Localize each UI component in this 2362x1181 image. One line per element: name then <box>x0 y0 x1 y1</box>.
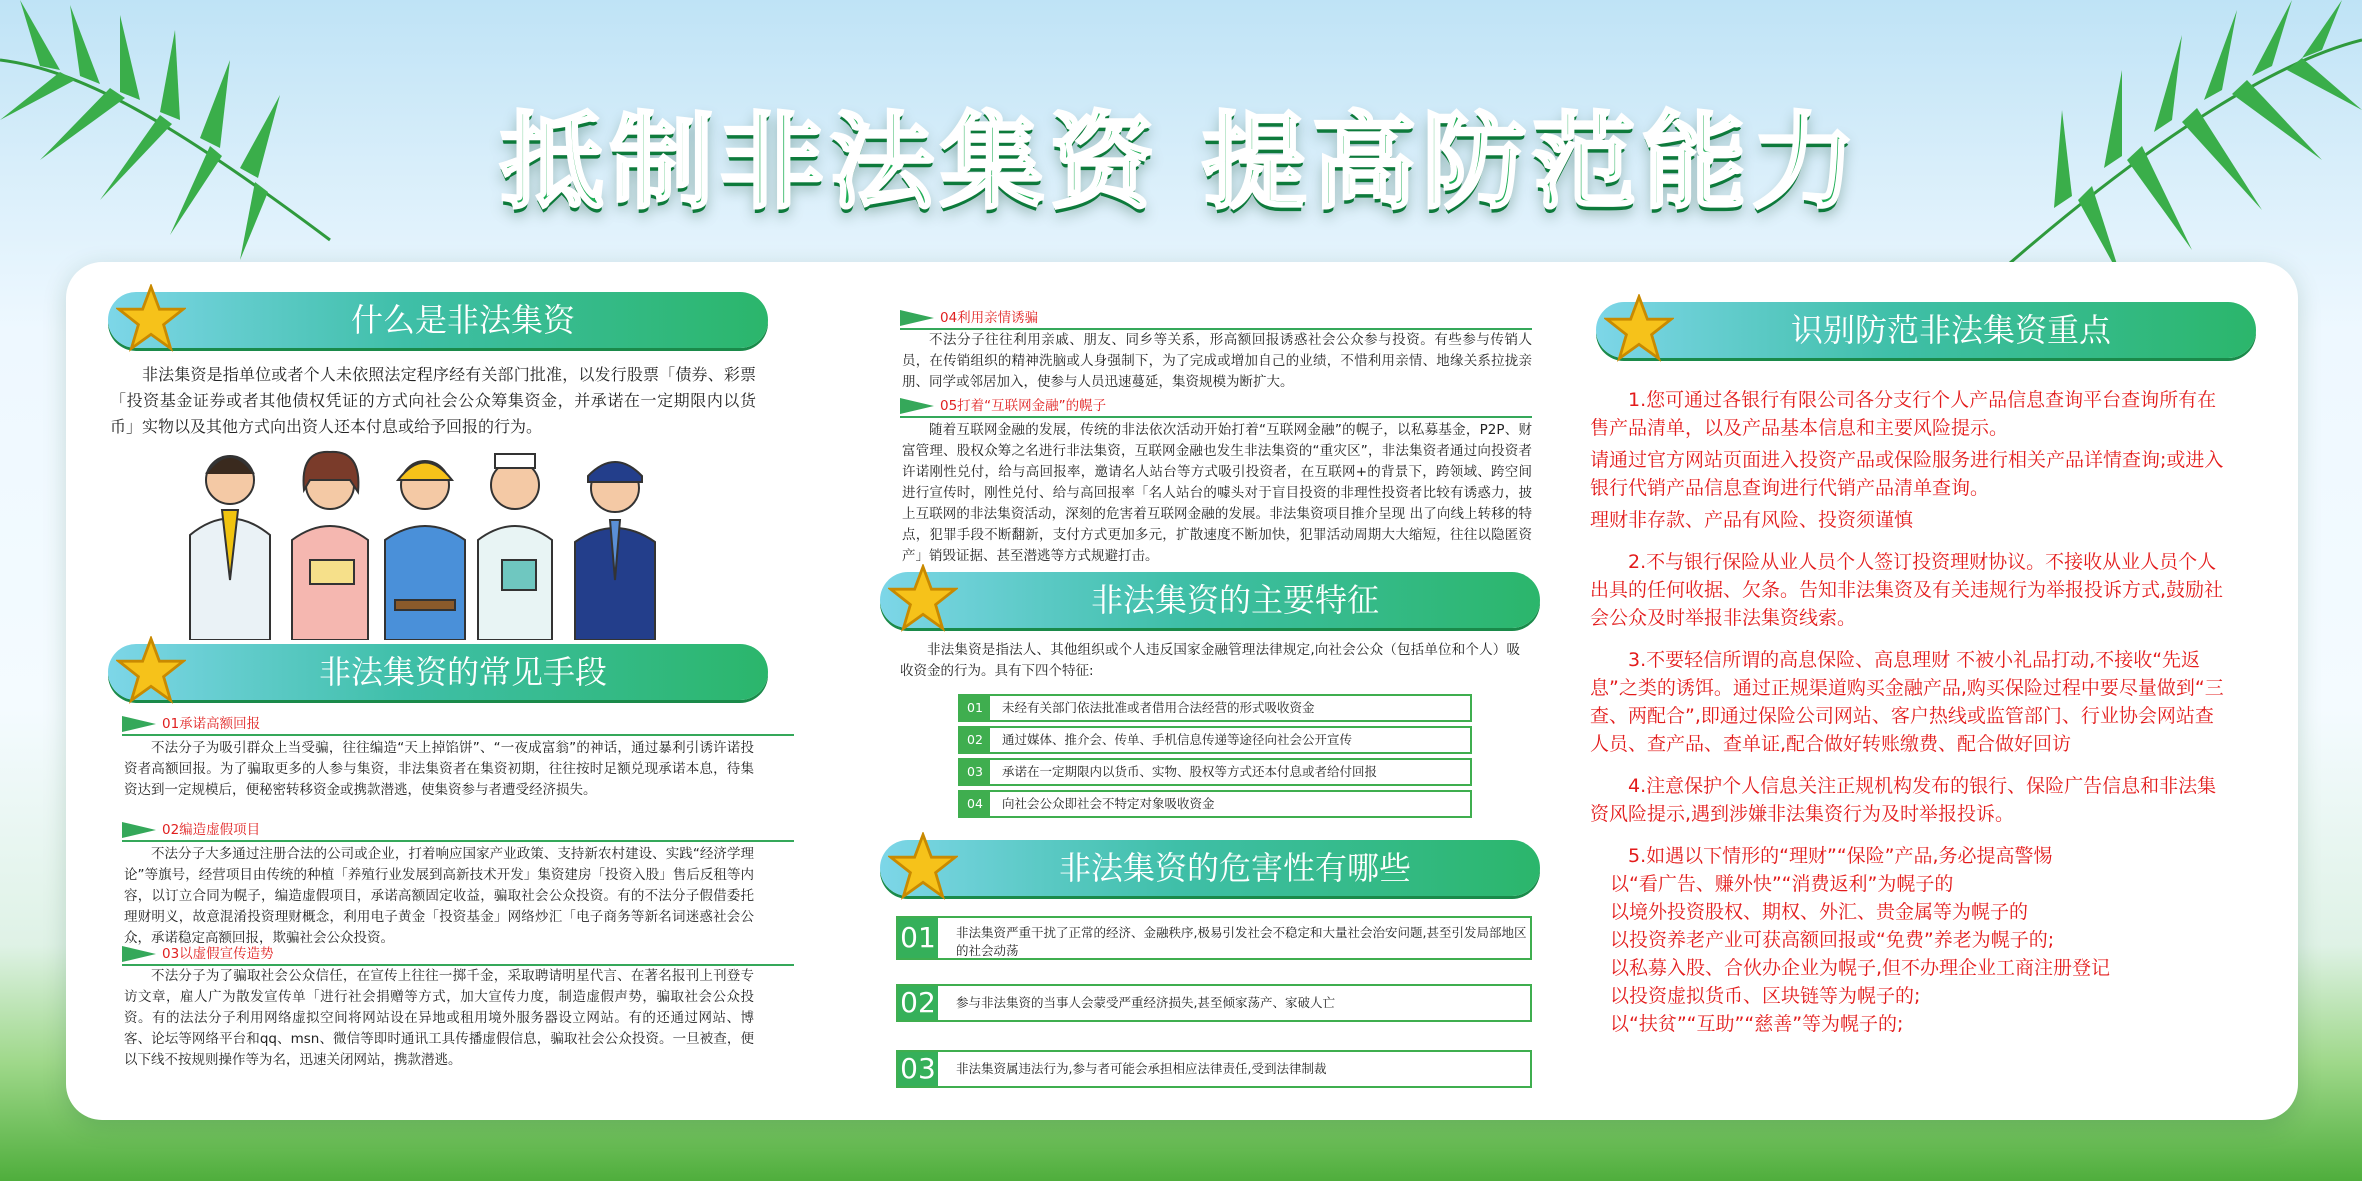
harm-item <box>896 1050 1532 1088</box>
star-icon <box>116 636 186 706</box>
means-body-4: 不法分子往往利用亲戚、朋友、同乡等关系，形高额回报诱惑社会公众参与投资。有些参与传销人员，在传销组织的精神洗脑或人身强制下，为了完成或增加自己的业绩，不惜利用亲情、地缘关系拉拢亲朋、同学或邻居加入，使参与人员迅速蔓延，集资规模为断扩大。 <box>902 332 1532 390</box>
means-label-1: 01承诺高额回报 <box>122 714 794 736</box>
section-header-means <box>108 644 768 700</box>
identify-item-5e: 以投资虚拟货币、区块链等为幌子的; <box>1610 985 1921 1007</box>
features-intro: 非法集资是指法人、其他组织或个人违反国家金融管理法律规定,向社会公众（包括单位和个人）吸收资金的行为。具有下四个特征: <box>900 642 1520 679</box>
what-is-body: 非法集资是指单位或者个人未依照法定程序经有关部门批准，以发行股票「债券、彩票「投资基金证券或者其他债权凭证的方式向社会公众筹集资金，并承诺在一定期限内以货币」实物以及其他方式向出资人还本付息或给予回报的行为。 <box>110 365 756 436</box>
star-icon <box>116 284 186 354</box>
section-header-features <box>880 572 1540 628</box>
section-title-harms: 非法集资的危害性有哪些 <box>1058 849 1411 887</box>
identify-item-5b: 以境外投资股权、期权、外汇、贵金属等为幌子的 <box>1610 901 2029 923</box>
feature-item <box>958 790 1472 818</box>
identify-item-5f: 以“扶贫”“互助”“慈善”等为幌子的; <box>1610 1013 1904 1035</box>
feature-number: 01 <box>960 696 990 720</box>
means-label-2: 02编造虚假项目 <box>122 820 794 842</box>
feature-item <box>958 694 1472 722</box>
star-icon <box>1604 294 1674 364</box>
section-title-what-is: 什么是非法集资 <box>350 301 575 339</box>
feature-text: 向社会公众即社会不特定对象吸收资金 <box>1002 796 1215 811</box>
identify-item-1c: 理财非存款、产品有风险、投资须谨慎 <box>1590 509 1914 531</box>
feature-number: 04 <box>960 792 990 816</box>
identify-list <box>1590 386 2230 1038</box>
harm-text: 非法集资属违法行为,参与者可能会承担相应法律责任,受到法律制裁 <box>956 1061 1327 1076</box>
harm-text: 参与非法集资的当事人会蒙受严重经济损失,甚至倾家荡产、家破人亡 <box>956 995 1335 1010</box>
harm-number: 01 <box>898 918 938 958</box>
feature-text: 未经有关部门依法批准或者借用合法经营的形式吸收资金 <box>1002 700 1315 715</box>
feature-item <box>958 726 1472 754</box>
harm-number: 02 <box>898 986 938 1020</box>
section-header-identify <box>1596 302 2256 358</box>
section-header-what-is <box>108 292 768 348</box>
identify-item-5a: 以“看广告、赚外快”“消费返利”为幌子的 <box>1610 873 1954 895</box>
means-label-3: 03以虚假宣传造势 <box>122 944 794 966</box>
identify-item-5d: 以私募入股、合伙办企业为幌子,但不办理企业工商注册登记 <box>1610 957 2111 979</box>
harm-text: 非法集资严重干扰了正常的经济、金融秩序,极易引发社会不稳定和大量社会治安问题,甚至引发局部地区的社会动荡 <box>956 925 1527 958</box>
star-icon <box>888 832 958 902</box>
harm-item <box>896 984 1532 1022</box>
identify-item-3: 3.不要轻信所谓的高息保险、高息理财 不被小礼品打动,不接收“先返息”之类的诱饵。通过正规渠道购买金融产品,购买保险过程中要尽量做到“三查、两配合”,即通过保险公司网站、客户热线或监管部门、行业协会网站查人员、查产品、查单证,配合做好转账缴费、配合做好回访 <box>1590 649 2224 755</box>
means-body-2: 不法分子大多通过注册合法的公司或企业，打着响应国家产业政策、支持新农村建设、实践“经济学理论”等旗号，经营项目由传统的种植「养殖行业发展到高新技术开发」集资建房「投资入股」售后反租等内容，以订立合同为幌子，编造虚假项目，承诺高额固定收益，骗取社会公众投资。有的不法分子假借委托理财明义，故意混淆投资理财概念，利用电子黄金「投资基金」网络炒汇「电子商务等新名词迷惑社会公众，承诺稳定高额回报，欺骗社会公众投资。 <box>124 846 754 946</box>
identify-item-4: 4.注意保护个人信息关注正规机构发布的银行、保险广告信息和非法集资风险提示,遇到涉嫌非法集资行为及时举报投诉。 <box>1590 775 2217 825</box>
means-label-4: 04利用亲情诱骗 <box>900 308 1532 330</box>
means-body-3: 不法分子为了骗取社会公众信任，在宣传上往往一掷千金，采取聘请明星代言、在著名报刊上刊登专访文章，雇人广为散发宣传单「进行社会捐赠等方式，加大宣传力度，制造虚假声势，骗取社会公众投资。有的法法分子利用网络虚拟空间将网站设在异地或租用境外服务器设立网站。有的还通过网站、博客、论坛等网络平台和qq、msn、微信等即时通讯工具传播虚假信息，骗取社会公众投资。一旦被查，便以下线不按规则操作等为名，迅速关闭网站，携款潜逃。 <box>124 968 754 1068</box>
workers-illustration <box>170 440 680 640</box>
identify-item-5c: 以投资养老产业可获高额回报或“免费”养老为幌子的; <box>1610 929 2055 951</box>
section-title-means: 非法集资的常见手段 <box>318 653 607 691</box>
means-body-1: 不法分子为吸引群众上当受骗，往往编造“天上掉馅饼”、“一夜成富翁”的神话，通过暴利引诱许诺投资者高额回报。为了骗取更多的人参与集资，非法集资者在集资初期，往往按时足额兑现承诺本息，待集资达到一定规模后，便秘密转移资金或携款潜逃，使集资参与者遭受经济损失。 <box>124 740 754 798</box>
section-title-features: 非法集资的主要特征 <box>1090 581 1379 619</box>
feature-text: 通过媒体、推介会、传单、手机信息传递等途径向社会公开宣传 <box>1002 732 1353 747</box>
star-icon <box>888 564 958 634</box>
identify-item-5: 5.如遇以下情形的“理财”“保险”产品,务必提高警惕 <box>1628 845 2053 867</box>
feature-number: 03 <box>960 760 990 784</box>
identify-item-2: 2.不与银行保险从业人员个人签订投资理财协议。不接收从业人员个人出具的任何收据、欠条。告知非法集资及有关违规行为举报投诉方式,鼓励社会公众及时举报非法集资线索。 <box>1590 551 2224 629</box>
harm-item <box>896 916 1532 960</box>
means-label-5: 05打着“互联网金融”的幌子 <box>900 396 1532 418</box>
identify-item-1b: 请通过官方网站页面进入投资产品或保险服务进行相关产品详情查询;或进入银行代销产品信息查询进行代销产品清单查询。 <box>1590 449 2224 499</box>
harm-number: 03 <box>898 1052 938 1086</box>
feature-item <box>958 758 1472 786</box>
poster-title: 抵制非法集资 提高防范能力 <box>499 101 1863 223</box>
section-header-harms <box>880 840 1540 896</box>
feature-text: 承诺在一定期限内以货币、实物、股权等方式还本付息或者给付回报 <box>1002 764 1378 779</box>
identify-item-1: 1.您可通过各银行有限公司各分支行个人产品信息查询平台查询所有在售产品清单，以及产品基本信息和主要风险提示。 <box>1590 389 2217 439</box>
means-body-5: 随着互联网金融的发展，传统的非法依次活动开始打着“互联网金融”的幌子，以私募基金，P2P、财富管理、股权众筹之名进行非法集资，互联网金融也发生非法集资的“重灾区”，非法集资者通过向投资者许诺刚性兑付，给与高回报率，邀请名人站台等方式吸引投资者，在互联网+的背景下，跨领域、跨空间进行宣传时，刚性兑付、给与高回报率「名人站台的噱头对于盲目投资的非理性投资者比较有诱惑力，披上互联网的非法集资活动，深刻的危害着互联网金融的发展。非法集资项目推介呈现 出了向线上转移的特点，犯罪手段不断翻新，支付方式更加多元，扩散速度不断加快，犯罪活动周期大大缩短，往往以隐匿资产」销毁证据、甚至潜逃等方式规避打击。 <box>902 422 1532 564</box>
feature-number: 02 <box>960 728 990 752</box>
section-title-identify: 识别防范非法集资重点 <box>1790 311 2111 349</box>
